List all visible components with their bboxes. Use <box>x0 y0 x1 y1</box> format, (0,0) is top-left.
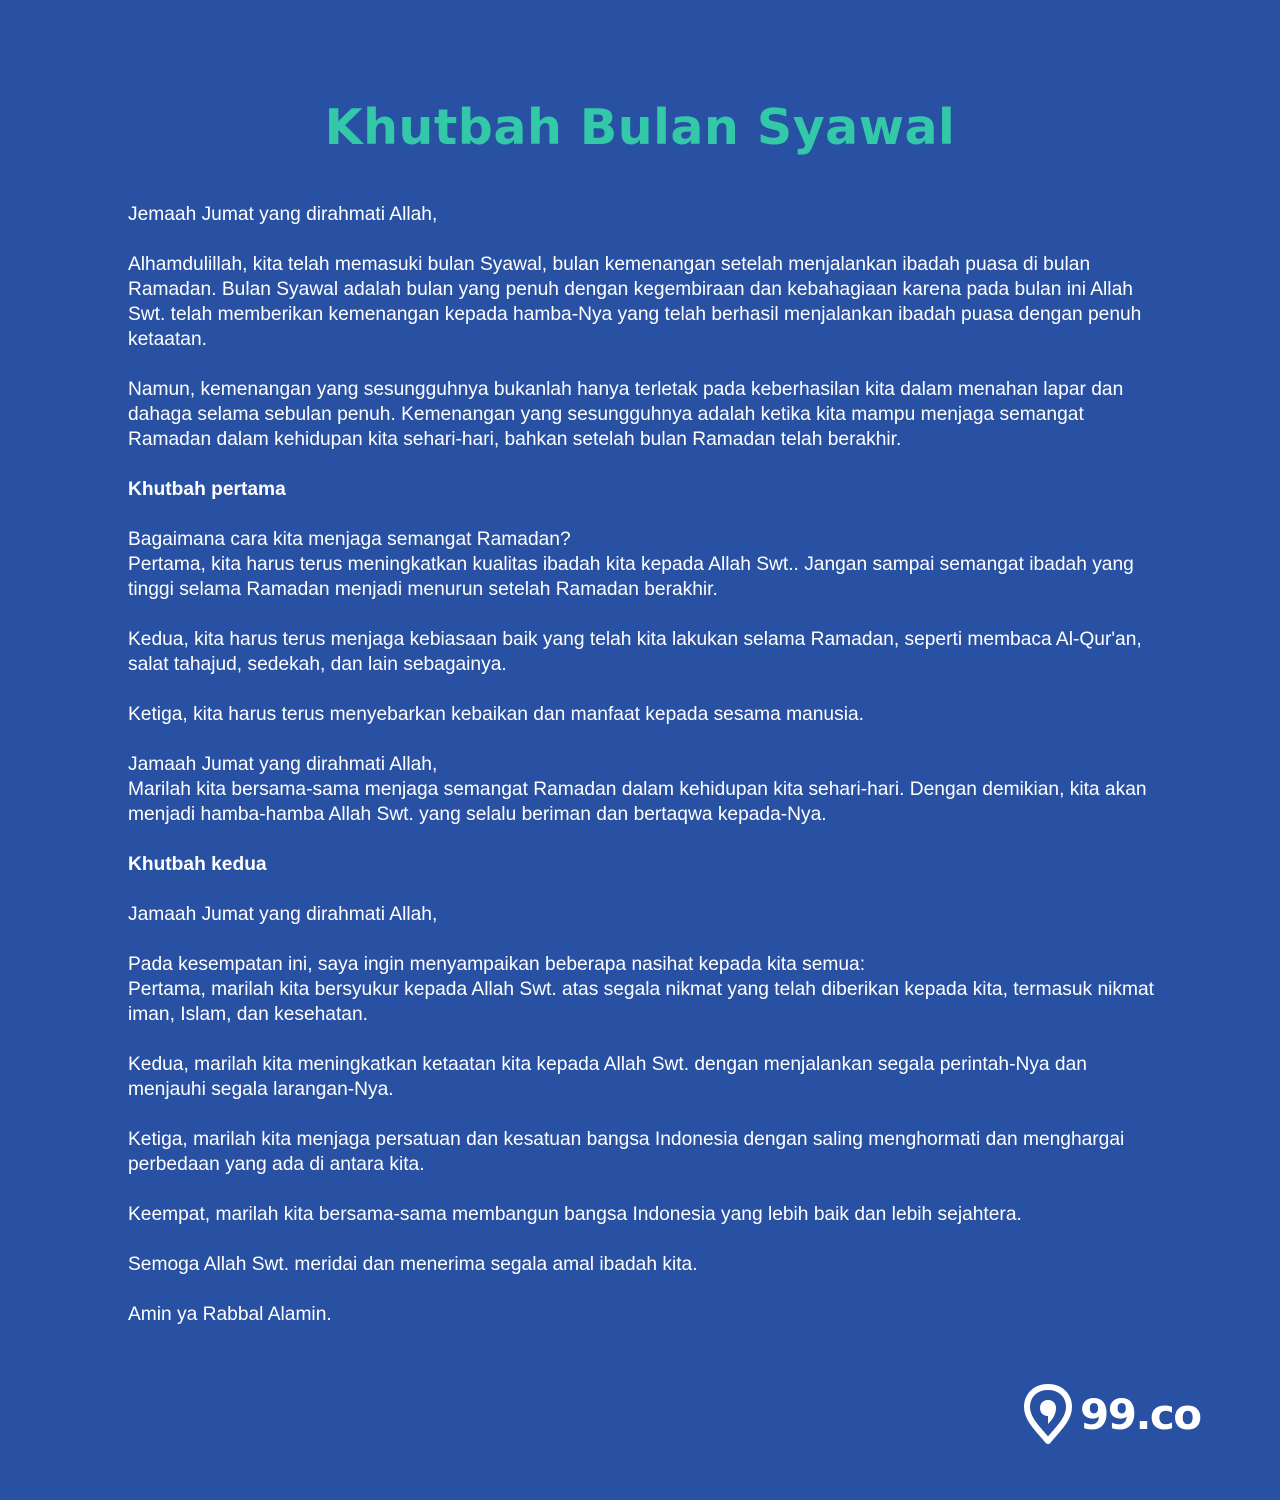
paragraph-keempat: Keempat, marilah kita bersama-sama membangun bangsa Indonesia yang lebih baik dan lebih sejahtera. <box>128 1204 1022 1225</box>
paragraph-greeting: Jemaah Jumat yang dirahmati Allah, <box>128 204 438 225</box>
paragraph-kedua-pertama: Kedua, kita harus terus menjaga kebiasaan baik yang telah kita lakukan selama Ramadan, seperti membaca Al-Qur'an, salat tahajud, sedekah, dan lain sebagainya. <box>128 629 1142 675</box>
paragraph-pada-kesempatan: Pada kesempatan ini, saya ingin menyampaikan beberapa nasihat kepada kita semua: Pertama, marilah kita bersyukur kepada Allah Swt. atas segala nikmat yang telah diberikan kepada kita, termasuk nikmat iman, Islam, dan kesehatan. <box>128 954 1154 1025</box>
sermon-body <box>128 202 1158 1352</box>
paragraph-namun: Namun, kemenangan yang sesungguhnya bukanlah hanya terletak pada keberhasilan kita dalam menahan lapar dan dahaga selama sebulan penuh. Kemenangan yang sesungguhnya adalah ketika kita mampu menjaga semangat Ramadan dalam kehidupan kita sehari-hari, bahkan setelah bulan Ramadan telah berakhir. <box>128 379 1124 450</box>
logo-wordmark: 99.co <box>1080 1389 1201 1439</box>
paragraph-alhamdulillah: Alhamdulillah, kita telah memasuki bulan Syawal, bulan kemenangan setelah menjalankan ibadah puasa di bulan Ramadan. Bulan Syawal adalah bulan yang penuh dengan kegembiraan dan kebahagiaan karena pada bulan ini Allah Swt. telah memberikan kemenangan kepada hamba-Nya yang telah berhasil menjalankan ibadah puasa dengan penuh ketaatan. <box>128 254 1142 350</box>
brand-logo <box>1022 1382 1201 1446</box>
paragraph-ketiga-pertama: Ketiga, kita harus terus menyebarkan kebaikan dan manfaat kepada sesama manusia. <box>128 704 864 725</box>
paragraph-bagaimana: Bagaimana cara kita menjaga semangat Ramadan? Pertama, kita harus terus meningkatkan kualitas ibadah kita kepada Allah Swt.. Jangan sampai semangat ibadah yang tinggi selama Ramadan menjadi menurun setelah Ramadan berakhir. <box>128 529 1134 600</box>
location-pin-icon <box>1022 1383 1074 1445</box>
page-title: Khutbah Bulan Syawal <box>324 99 956 156</box>
paragraph-amin: Amin ya Rabbal Alamin. <box>128 1304 332 1325</box>
paragraph-greeting-kedua: Jamaah Jumat yang dirahmati Allah, <box>128 904 438 925</box>
paragraph-ketiga-kedua: Ketiga, marilah kita menjaga persatuan dan kesatuan bangsa Indonesia dengan saling menghormati dan menghargai perbedaan yang ada di antara kita. <box>128 1129 1125 1175</box>
paragraph-kedua-kedua: Kedua, marilah kita meningkatkan ketaatan kita kepada Allah Swt. dengan menjalankan segala perintah-Nya dan menjauhi segala larangan-Nya. <box>128 1054 1087 1100</box>
section-heading-khutbah-kedua: Khutbah kedua <box>128 854 267 875</box>
paragraph-marilah: Jamaah Jumat yang dirahmati Allah, Marilah kita bersama-sama menjaga semangat Ramadan dalam kehidupan kita sehari-hari. Dengan demikian, kita akan menjadi hamba-hamba Allah Swt. yang selalu beriman dan bertaqwa kepada-Nya. <box>128 754 1147 825</box>
paragraph-semoga: Semoga Allah Swt. meridai dan menerima segala amal ibadah kita. <box>128 1254 698 1275</box>
section-heading-khutbah-pertama: Khutbah pertama <box>128 479 286 500</box>
